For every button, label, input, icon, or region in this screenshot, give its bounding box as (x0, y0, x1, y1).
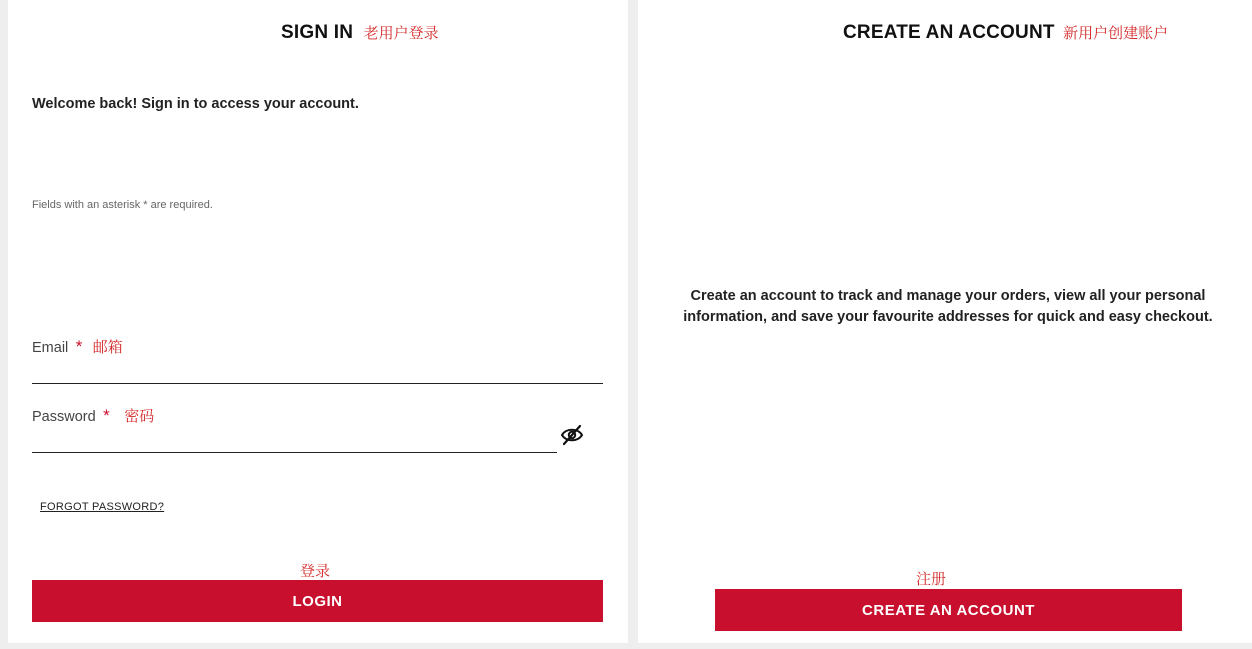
create-account-title: CREATE AN ACCOUNT (843, 22, 1055, 43)
description-line-1: Create an account to track and manage your orders, view all your personal (690, 288, 1206, 304)
password-required-mark: * (103, 406, 110, 425)
description-line-2: information, and save your favourite addresses for quick and easy checkout. (683, 309, 1213, 325)
sign-in-heading (281, 22, 439, 44)
sign-in-title: SIGN IN (281, 22, 354, 43)
email-underline (32, 383, 603, 384)
email-label: Email (32, 340, 69, 356)
sign-in-title-annotation: 老用户登录 (363, 24, 439, 42)
password-underline (32, 452, 557, 453)
email-annotation: 邮箱 (92, 338, 123, 356)
create-account-title-annotation: 新用户创建账户 (1063, 24, 1169, 42)
email-input[interactable] (32, 358, 603, 382)
password-annotation: 密码 (124, 407, 155, 425)
register-annotation: 注册 (916, 570, 947, 588)
forgot-password-link[interactable]: FORGOT PASSWORD? (40, 501, 165, 513)
create-account-description (638, 286, 1252, 328)
create-account-panel (638, 0, 1252, 643)
login-button[interactable]: LOGIN (32, 580, 603, 622)
password-input[interactable] (32, 427, 557, 451)
password-label: Password (32, 409, 96, 425)
welcome-text: Welcome back! Sign in to access your account. (32, 96, 359, 112)
email-required-mark: * (75, 337, 83, 356)
email-label-group (32, 336, 123, 357)
eye-off-icon[interactable] (560, 424, 584, 446)
create-account-heading (843, 22, 1168, 44)
login-annotation: 登录 (300, 562, 331, 580)
password-label-group (32, 405, 154, 426)
create-account-button[interactable]: CREATE AN ACCOUNT (715, 589, 1182, 631)
required-fields-note: Fields with an asterisk * are required. (32, 199, 213, 211)
sign-in-panel (8, 0, 628, 643)
